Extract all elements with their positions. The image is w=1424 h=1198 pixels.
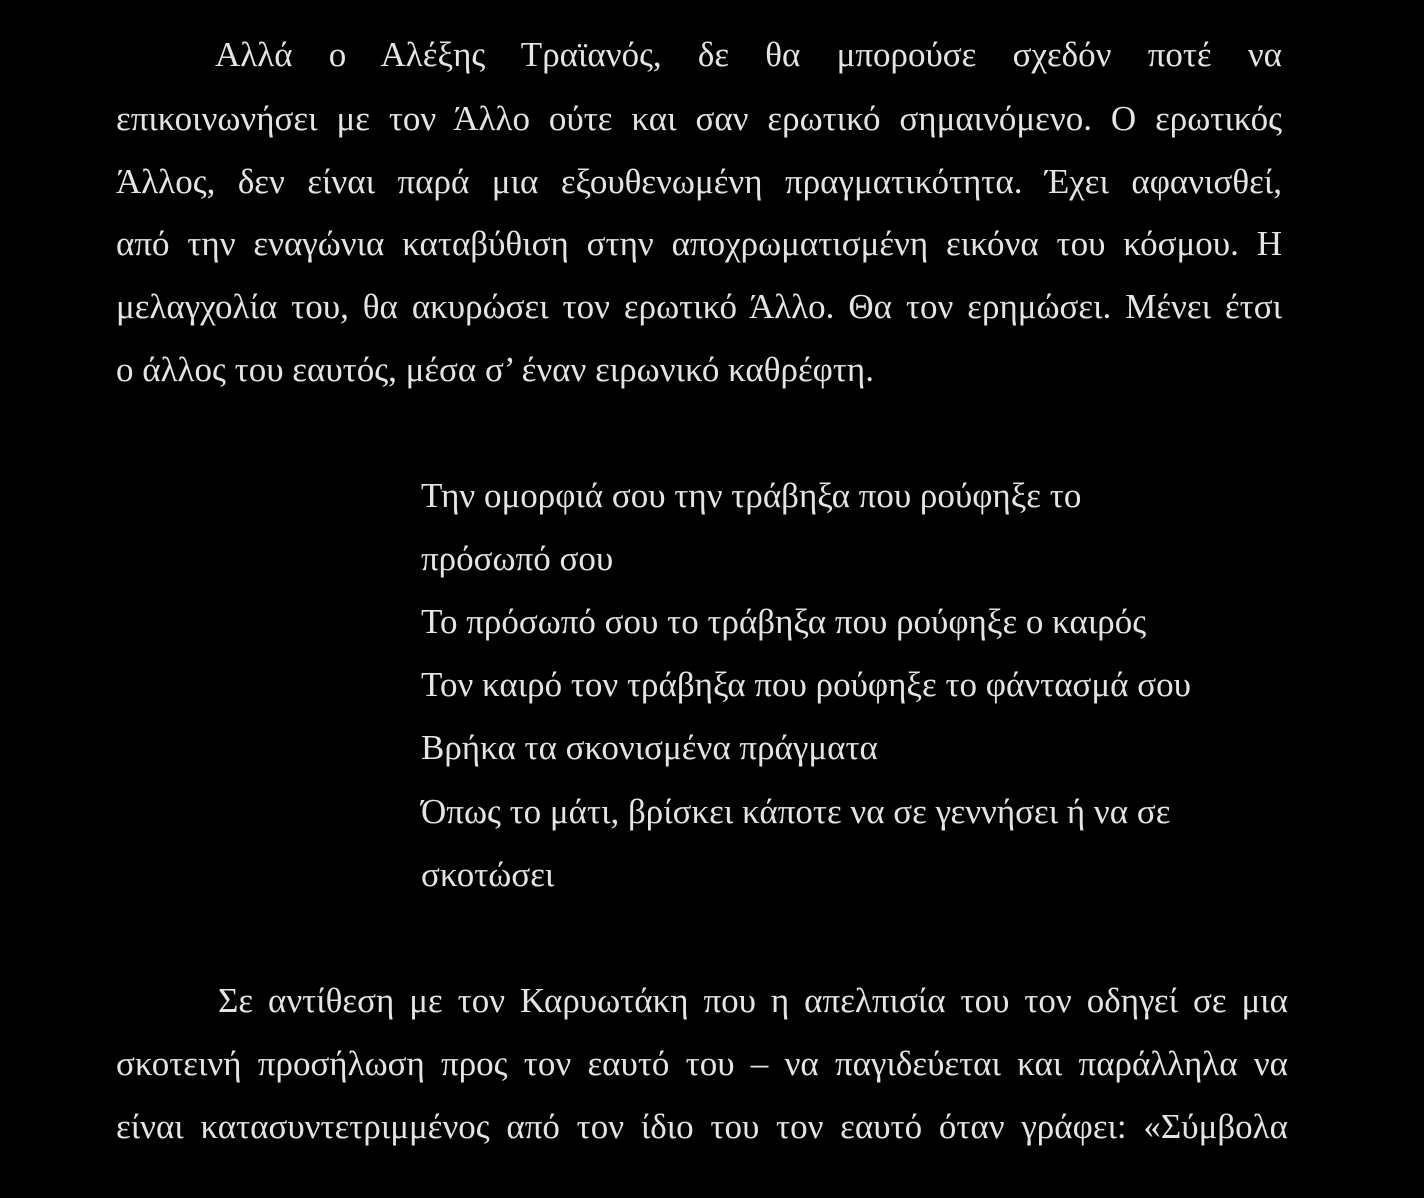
paragraph-1-line-4: από την εναγώνια καταβύθιση στην αποχρωματισμένη εικόνα του κόσμου. Η [116,224,1282,263]
paragraph-2-line-2: σκοτεινή προσήλωση προς τον εαυτό του – να παγιδεύεται και παράλληλα να [116,1044,1288,1083]
paragraph-1-line-1: Αλλά ο Αλέξης Τραϊανός, δε θα μπορούσε σχεδόν ποτέ να [215,35,1282,74]
poem-line-6: Όπως το μάτι, βρίσκει κάποτε να σε γεννήσει ή να σε [421,792,1171,831]
paragraph-1-line-2: επικοινωνήσει με τον Άλλο ούτε και σαν ερωτικό σημαινόμενο. Ο ερωτικός [116,99,1282,138]
poem-line-2: πρόσωπό σου [421,539,614,578]
poem-line-1: Την ομορφιά σου την τράβηξα που ρούφηξε το [421,476,1082,515]
poem-line-4: Τον καιρό τον τράβηξα που ρούφηξε το φάντασμά σου [421,665,1191,704]
paragraph-2-line-1: Σε αντίθεση με τον Καρυωτάκη που η απελπισία του τον οδηγεί σε μια [218,981,1288,1020]
poem-line-3: Το πρόσωπό σου το τράβηξα που ρούφηξε ο καιρός [421,602,1147,641]
paragraph-1-line-3: Άλλος, δεν είναι παρά μια εξουθενωμένη πραγματικότητα. Έχει αφανισθεί, [116,162,1282,201]
poem-line-7: σκοτώσει [421,855,555,894]
poem-line-5: Βρήκα τα σκονισμένα πράγματα [421,728,878,767]
paragraph-2-line-3: είναι κατασυντετριμμένος από τον ίδιο του τον εαυτό όταν γράφει: «Σύμβολα [116,1107,1288,1146]
paragraph-1-line-5: μελαγχολία του, θα ακυρώσει τον ερωτικό Άλλο. Θα τον ερημώσει. Μένει έτσι [116,287,1282,326]
paragraph-1-line-6: ο άλλος του εαυτός, μέσα σ’ έναν ειρωνικό καθρέφτη. [116,350,874,389]
